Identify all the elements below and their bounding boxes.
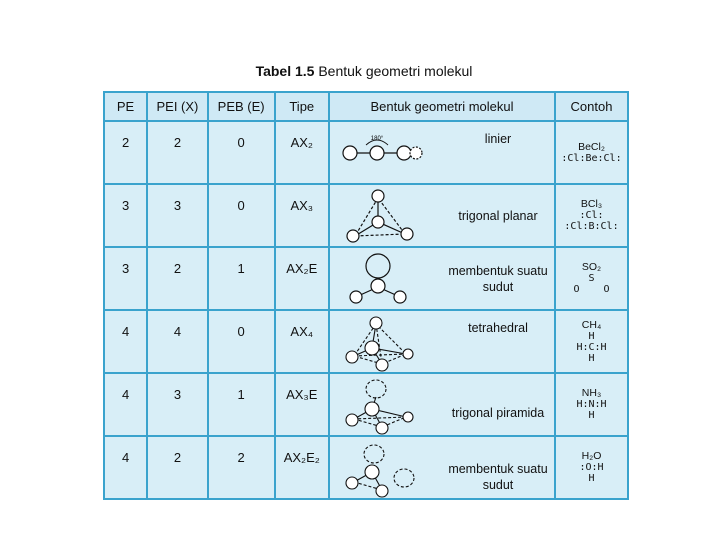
cell-contoh	[555, 247, 628, 310]
cell-pei: 2	[147, 247, 208, 310]
bent-molecule-diagram	[330, 249, 442, 309]
lewis-line: O O	[573, 284, 610, 295]
trigonal-planar-diagram	[330, 186, 442, 246]
example-formula: BCl₃	[580, 198, 603, 210]
cell-tipe: AX₄	[275, 310, 329, 373]
example-formula: SO₂	[581, 261, 602, 273]
angle-label: 180°	[370, 135, 384, 142]
cell-bentuk	[329, 310, 555, 373]
header-tipe: Tipe	[275, 92, 329, 121]
cell-tipe: AX₂E₂	[275, 436, 329, 499]
cell-peb: 1	[208, 373, 275, 436]
header-bentuk: Bentuk geometri molekul	[329, 92, 555, 121]
cell-contoh	[555, 121, 628, 184]
cell-pei: 2	[147, 436, 208, 499]
cell-peb: 2	[208, 436, 275, 499]
cell-bentuk	[329, 247, 555, 310]
cell-peb: 0	[208, 184, 275, 247]
cell-tipe: AX₂E	[275, 247, 329, 310]
header-contoh: Contoh	[555, 92, 628, 121]
shape-name: membentuk suatu sudut	[448, 263, 548, 294]
cell-bentuk	[329, 184, 555, 247]
cell-bentuk	[329, 373, 555, 436]
header-peb: PEB (E)	[208, 92, 275, 121]
example-formula: NH₃	[581, 387, 602, 399]
cell-pe: 4	[104, 436, 147, 499]
cell-pei: 4	[147, 310, 208, 373]
table-caption	[0, 63, 728, 79]
lewis-line: S	[588, 273, 595, 284]
shape-name: linier	[484, 131, 512, 146]
linear-molecule-diagram	[330, 123, 442, 183]
cell-contoh	[555, 184, 628, 247]
lewis-line: :O:H	[579, 462, 604, 473]
trigonal-pyramidal-diagram	[330, 375, 442, 435]
cell-pe: 2	[104, 121, 147, 184]
table-row	[104, 373, 628, 436]
lewis-line: H	[588, 473, 595, 484]
cell-pe: 3	[104, 247, 147, 310]
cell-peb: 1	[208, 247, 275, 310]
header-pe: PE	[104, 92, 147, 121]
example-formula: H₂O	[581, 450, 602, 462]
caption-label: Tabel 1.5	[255, 63, 315, 79]
cell-pei: 2	[147, 121, 208, 184]
tetrahedral-diagram	[330, 312, 442, 372]
cell-peb: 0	[208, 121, 275, 184]
cell-pei: 3	[147, 184, 208, 247]
table-row	[104, 247, 628, 310]
shape-name: membentuk suatu sudut	[448, 461, 548, 492]
cell-bentuk	[329, 121, 555, 184]
shape-name: tetrahedral	[468, 320, 528, 335]
cell-bentuk	[329, 436, 555, 499]
cell-pei: 3	[147, 373, 208, 436]
lewis-line: H	[588, 352, 595, 364]
lewis-line: :Cl:	[579, 210, 604, 221]
cell-contoh	[555, 310, 628, 373]
cell-pe: 4	[104, 310, 147, 373]
shape-name: trigonal planar	[458, 208, 538, 223]
cell-contoh	[555, 436, 628, 499]
lewis-line: :Cl:B:Cl:	[564, 221, 619, 232]
cell-contoh	[555, 373, 628, 436]
cell-pe: 4	[104, 373, 147, 436]
cell-tipe: AX₂	[275, 121, 329, 184]
cell-pe: 3	[104, 184, 147, 247]
table-row	[104, 310, 628, 373]
bent-lone-pairs-diagram	[330, 438, 442, 498]
header-pei: PEI (X)	[147, 92, 208, 121]
cell-peb: 0	[208, 310, 275, 373]
header-row	[104, 92, 628, 121]
cell-tipe: AX₃E	[275, 373, 329, 436]
table-row	[104, 121, 628, 184]
lewis-line: H:C:H	[576, 341, 607, 353]
lewis-line: H	[588, 330, 595, 342]
lewis-line: H:N:H	[576, 399, 607, 410]
lewis-line: :Cl:Be:Cl:	[561, 152, 622, 164]
table-row	[104, 436, 628, 499]
example-formula: CH₄	[581, 318, 602, 331]
table-row	[104, 184, 628, 247]
cell-tipe: AX₃	[275, 184, 329, 247]
geometry-table	[103, 91, 629, 500]
example-formula: BeCl₂	[578, 140, 605, 153]
lewis-line: H	[588, 410, 595, 421]
caption-text: Bentuk geometri molekul	[318, 63, 473, 79]
shape-name: trigonal piramida	[451, 405, 545, 420]
